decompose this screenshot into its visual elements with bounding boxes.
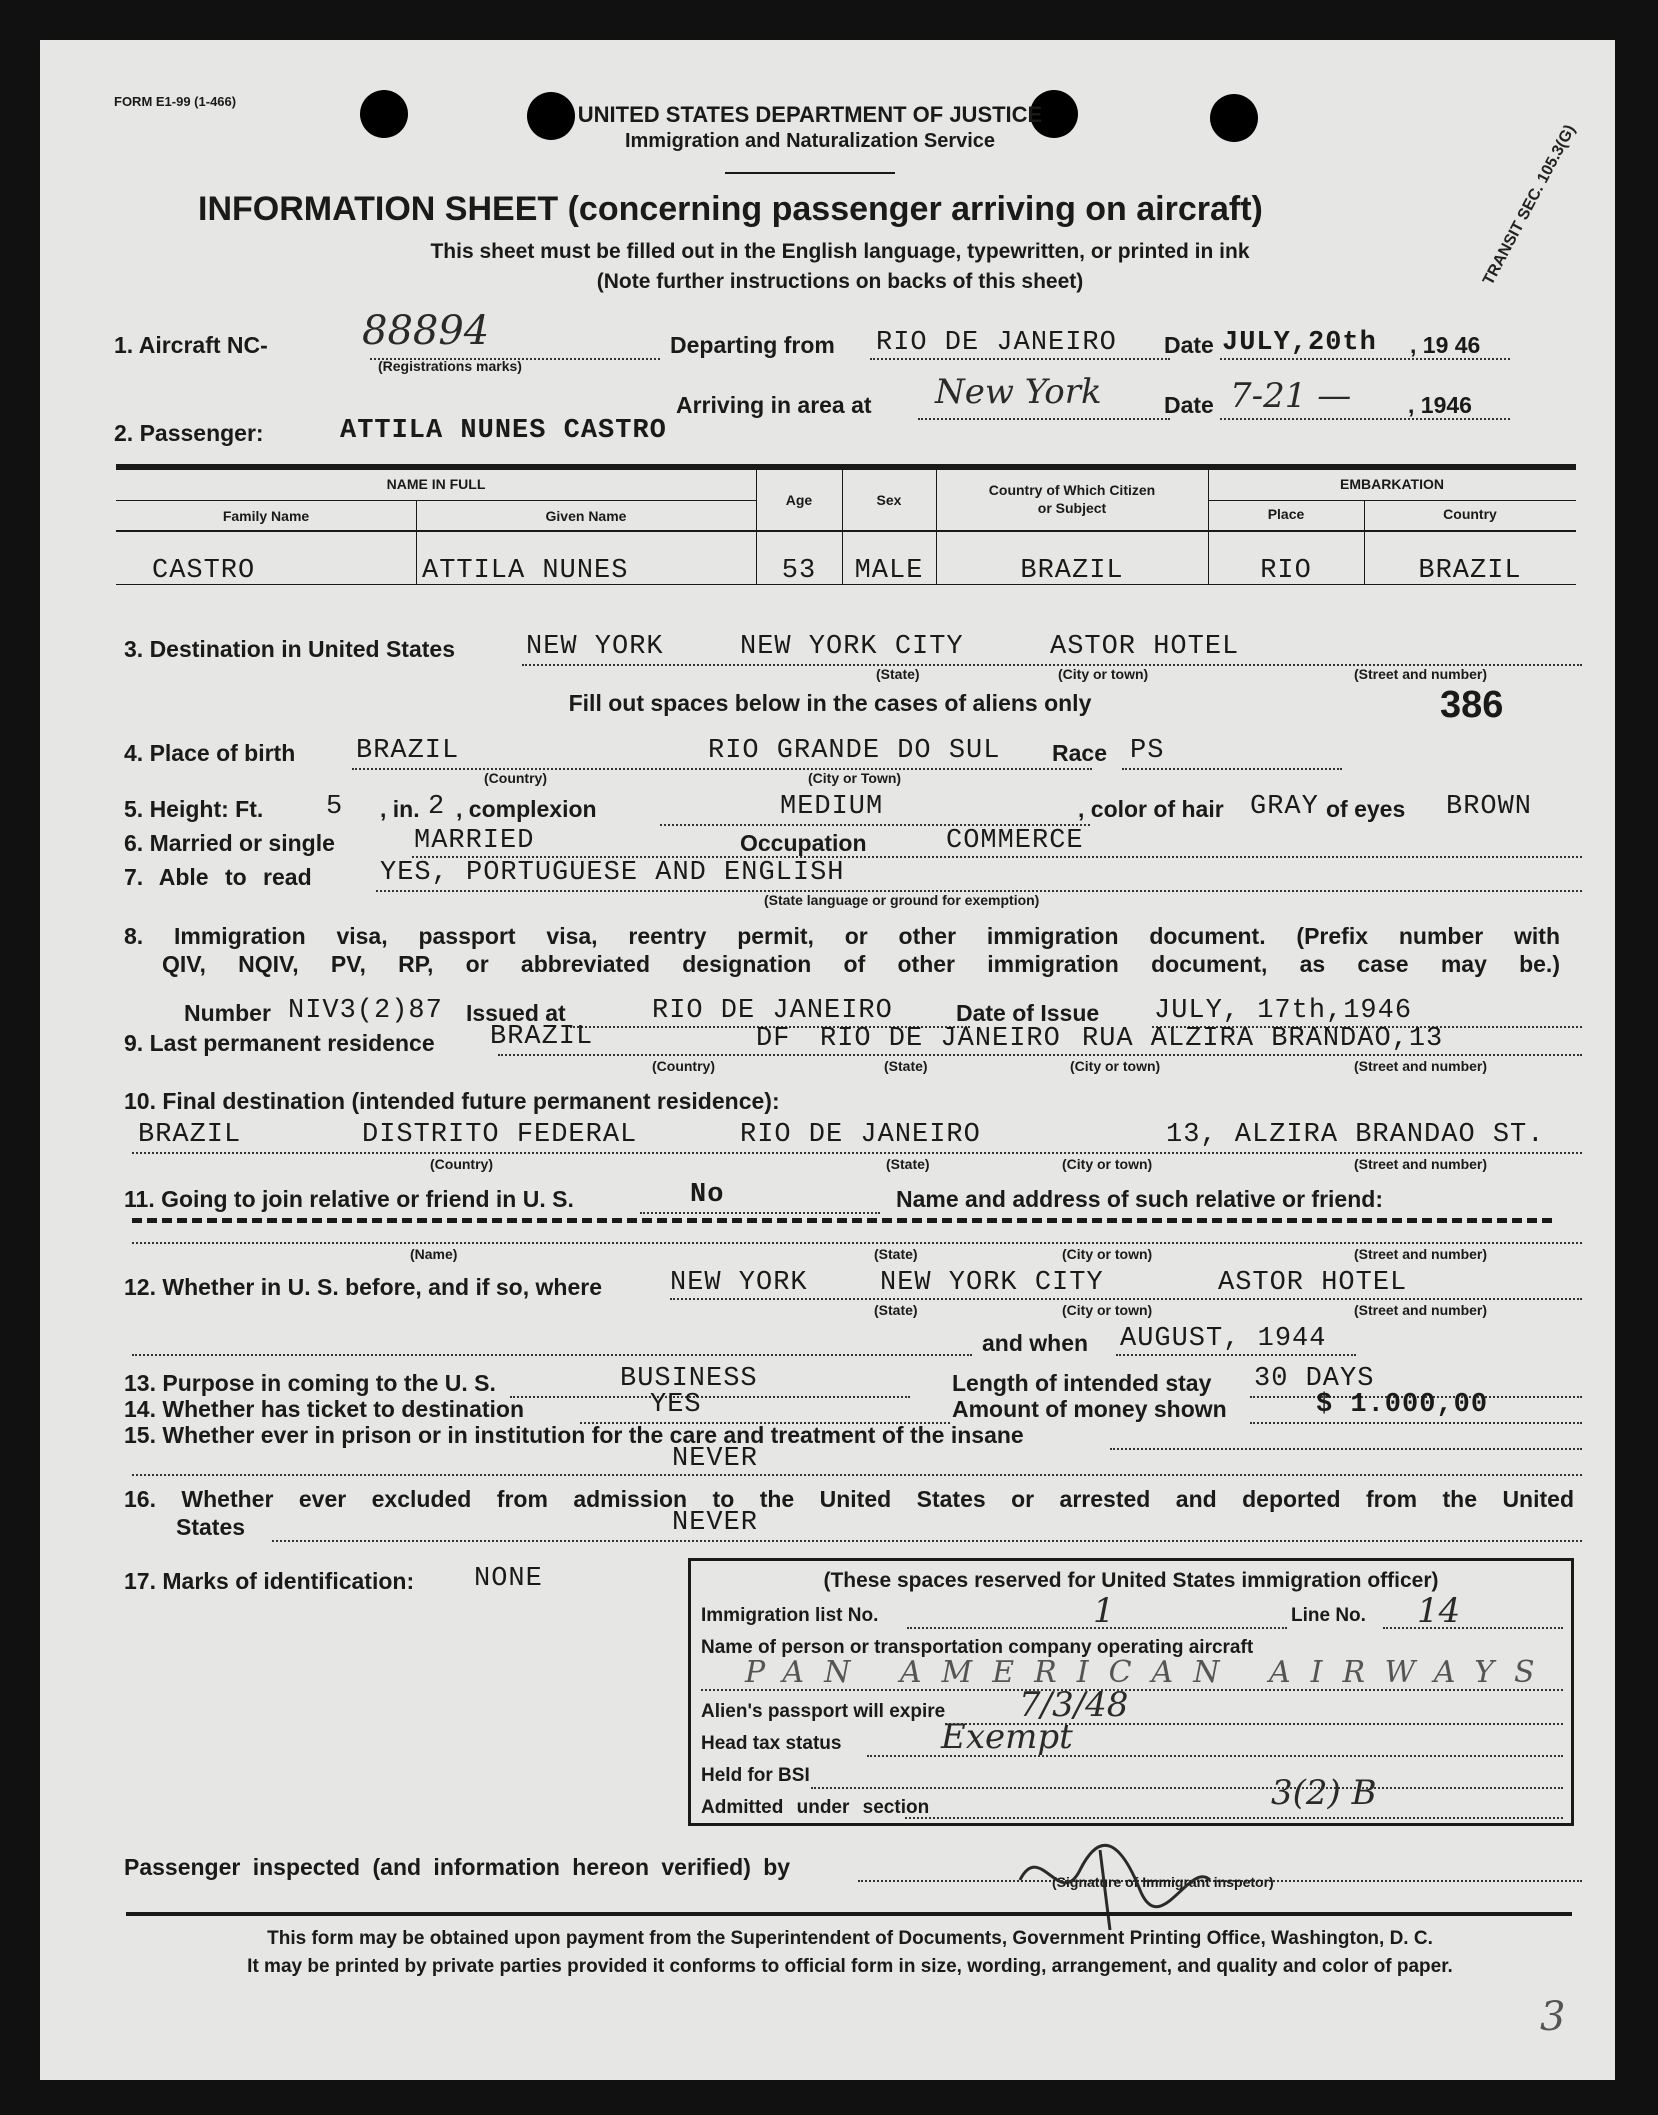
passenger-label: 2. Passenger:: [114, 420, 264, 446]
page-number: 3: [1540, 1994, 1566, 2040]
when-label: and when: [982, 1330, 1089, 1356]
height-label: 5. Height: Ft.: [124, 796, 264, 822]
read-caption: (State language or ground for exemption): [764, 892, 1040, 908]
doc-number-label: Number: [184, 1000, 271, 1026]
header-country-citizen: Country of Which Citizen: [988, 482, 1156, 498]
caption-street-12: (Street and number): [1354, 1302, 1488, 1318]
prison-label: 15. Whether ever in prison or in institution for the care and treatment of the insane: [124, 1422, 1024, 1448]
operator-value: PAN AMERICAN AIRWAYS: [745, 1655, 1555, 1690]
registration-caption: (Registrations marks): [378, 358, 522, 374]
issue-date-label: Date of Issue: [956, 1000, 1100, 1026]
header-name-in-full: NAME IN FULL: [386, 476, 486, 492]
cell-age: 53: [781, 556, 817, 586]
reference-number: 386: [1440, 684, 1504, 726]
residence-state: DF: [756, 1024, 791, 1054]
destination-label: 3. Destination in United States: [124, 636, 455, 662]
departing-date: JULY,20th: [1222, 328, 1377, 358]
footer-line-1: This form may be obtained upon payment from the Superintendent of Documents, Government Printing Office, Washington, D. C.: [267, 1928, 1433, 1949]
header-country: Country: [1443, 506, 1497, 522]
birth-city: RIO GRANDE DO SUL: [708, 736, 1001, 766]
officer-box: [688, 1558, 1574, 1826]
money-label: Amount of money shown: [952, 1396, 1227, 1422]
stay-value: 30 DAYS: [1254, 1364, 1375, 1394]
passport-expire-label: Alien's passport will expire: [701, 1701, 946, 1722]
final-dest-city: RIO DE JANEIRO: [740, 1120, 981, 1150]
date-of-issue: JULY, 17th,1946: [1154, 996, 1413, 1026]
caption-state-11: (State): [874, 1246, 918, 1262]
arriving-label: Arriving in area at: [676, 392, 872, 418]
purpose-value: BUSINESS: [620, 1364, 758, 1394]
arrival-date-label: Date: [1164, 392, 1214, 418]
section-label: Admitted under section: [701, 1797, 930, 1818]
header-given-name: Given Name: [545, 508, 627, 524]
inspected-label: Passenger inspected (and information hereon verified) by: [124, 1854, 791, 1880]
race-label: Race: [1052, 740, 1107, 766]
passenger-name: ATTILA NUNES CASTRO: [340, 416, 667, 446]
excluded-label: 16. Whether ever excluded from admission to the United States or arrested and deported from the United: [124, 1486, 1574, 1512]
header-sex: Sex: [876, 492, 902, 508]
relative-label: 11. Going to join relative or friend in U. S.: [124, 1186, 574, 1212]
immigration-doc-text-2: QIV, NQIV, PV, RP, or abbreviated designation of other immigration document, as case may be.): [162, 951, 1560, 977]
list-number: 1: [1093, 1591, 1115, 1631]
departing-year: , 19 46: [1410, 332, 1481, 358]
eyes-label: of eyes: [1326, 796, 1406, 822]
dashed-line: [132, 1218, 1552, 1223]
departing-from: RIO DE JANEIRO: [876, 328, 1117, 358]
officer-box-title: (These spaces reserved for United States immigration officer): [823, 1569, 1439, 1592]
transit-stamp: TRANSIT SEC. 105.3(G): [1480, 122, 1579, 288]
ticket-value: YES: [650, 1390, 702, 1420]
us-before-city: NEW YORK CITY: [880, 1268, 1104, 1298]
caption-city-11: (City or town): [1062, 1246, 1153, 1262]
destination-street: ASTOR HOTEL: [1050, 632, 1240, 662]
aircraft-label: 1. Aircraft NC-: [114, 332, 268, 358]
relative-value: No: [690, 1180, 725, 1210]
instruction-1: This sheet must be filled out in the English language, typewritten, or printed in ink: [430, 240, 1250, 263]
instruction-2: (Note further instructions on backs of this sheet): [596, 270, 1084, 293]
when-value: AUGUST, 1944: [1120, 1324, 1327, 1354]
final-dest-street: 13, ALZIRA BRANDAO ST.: [1166, 1120, 1545, 1150]
residence-country: BRAZIL: [490, 1022, 594, 1052]
stay-label: Length of intended stay: [952, 1370, 1212, 1396]
punch-hole: [360, 90, 408, 138]
caption-city-town: (City or Town): [808, 770, 902, 786]
caption-city-9: (City or town): [1070, 1058, 1161, 1074]
read-value: YES, PORTUGUESE AND ENGLISH: [380, 858, 845, 888]
passport-expire: 7/3/48: [1019, 1685, 1129, 1725]
birth-country: BRAZIL: [356, 736, 460, 766]
race-value: PS: [1130, 736, 1165, 766]
us-before-street: ASTOR HOTEL: [1218, 1268, 1408, 1298]
header-country-citizen-2: or Subject: [1037, 500, 1107, 516]
prison-value: NEVER: [672, 1444, 759, 1474]
caption-street-9: (Street and number): [1354, 1058, 1488, 1074]
height-feet: 5: [326, 792, 344, 822]
header-embarkation: EMBARKATION: [1340, 476, 1444, 492]
header-place: Place: [1267, 506, 1305, 522]
punch-hole: [1210, 94, 1258, 142]
cell-sex: MALE: [854, 556, 924, 586]
aircraft-registration: 88894: [362, 308, 490, 354]
occupation-value: COMMERCE: [946, 826, 1084, 856]
header-age: Age: [785, 492, 813, 508]
hair-value: GRAY: [1250, 792, 1319, 822]
aliens-note: Fill out spaces below in the cases of aliens only: [568, 690, 1092, 716]
complexion-label: , complexion: [456, 796, 597, 822]
service: Immigration and Naturalization Service: [624, 130, 996, 152]
issued-at-label: Issued at: [466, 1000, 566, 1026]
relative-name-label: Name and address of such relative or friend:: [896, 1186, 1383, 1212]
footer-line-2: It may be printed by private parties provided it conforms to official form in size, wording, arrangement, and quality and color of paper.: [247, 1956, 1453, 1977]
caption-state-10: (State): [886, 1156, 930, 1172]
marks-label: 17. Marks of identification:: [124, 1568, 415, 1594]
cell-embark-place: RIO: [1260, 556, 1312, 586]
caption-city-12: (City or town): [1062, 1302, 1153, 1318]
arriving-area: New York: [935, 372, 1102, 412]
height-inches: 2: [428, 792, 446, 822]
occupation-label: Occupation: [740, 830, 867, 856]
issued-at: RIO DE JANEIRO: [652, 996, 893, 1026]
birthplace-label: 4. Place of birth: [124, 740, 296, 766]
caption-street-11: (Street and number): [1354, 1246, 1488, 1262]
head-tax: Exempt: [941, 1717, 1073, 1757]
form-title: INFORMATION SHEET (concerning passenger arriving on aircraft): [198, 190, 1263, 228]
immigration-doc-text-1: 8. Immigration visa, passport visa, reentry permit, or other immigration document. (Prefix number with: [124, 923, 1560, 949]
marital-label: 6. Married or single: [124, 830, 335, 856]
inches-label: , in.: [380, 796, 420, 822]
excluded-value: NEVER: [672, 1508, 759, 1538]
marital-value: MARRIED: [414, 826, 535, 856]
cell-given-name: ATTILA NUNES: [422, 556, 629, 586]
excluded-label-2: States: [176, 1514, 246, 1540]
doc-number: NIV3(2)87: [288, 996, 443, 1026]
caption-country-9: (Country): [652, 1058, 715, 1074]
read-label: 7. Able to read: [124, 864, 312, 890]
caption-street: (Street and number): [1354, 666, 1488, 682]
head-tax-label: Head tax status: [701, 1733, 842, 1754]
final-dest-state: DISTRITO FEDERAL: [362, 1120, 638, 1150]
header-family-name: Family Name: [222, 508, 310, 524]
purpose-label: 13. Purpose in coming to the U. S.: [124, 1370, 496, 1396]
caption-name-11: (Name): [410, 1246, 458, 1262]
us-before-label: 12. Whether in U. S. before, and if so, where: [124, 1274, 602, 1300]
arriving-year: , 1946: [1408, 392, 1472, 418]
cell-embark-country: BRAZIL: [1418, 556, 1522, 586]
line-number-label: Line No.: [1291, 1605, 1366, 1626]
destination-city: NEW YORK CITY: [740, 632, 964, 662]
destination-state: NEW YORK: [526, 632, 664, 662]
cell-citizen-of: BRAZIL: [1020, 556, 1124, 586]
operator-label: Name of person or transportation company operating aircraft: [701, 1637, 1254, 1658]
residence-city: RIO DE JANEIRO: [820, 1024, 1061, 1054]
agency: UNITED STATES DEPARTMENT OF JUSTICE: [577, 102, 1043, 127]
final-dest-label: 10. Final destination (intended future permanent residence):: [124, 1088, 780, 1114]
caption-country-10: (Country): [430, 1156, 493, 1172]
caption-state-12: (State): [874, 1302, 918, 1318]
caption-state: (State): [876, 666, 920, 682]
hair-label: , color of hair: [1078, 796, 1224, 822]
marks-value: NONE: [474, 1564, 543, 1594]
us-before-state: NEW YORK: [670, 1268, 808, 1298]
arriving-date: 7-21 —: [1230, 376, 1352, 416]
departing-label: Departing from: [670, 332, 835, 358]
signature-mark: [1000, 1820, 1260, 1940]
residence-street: RUA ALZIRA BRANDAO,13: [1082, 1024, 1444, 1054]
form-number: FORM E1-99 (1-466): [114, 94, 237, 109]
money-value: $ 1.000,00: [1316, 1390, 1489, 1420]
caption-country: (Country): [484, 770, 547, 786]
caption-state-9: (State): [884, 1058, 928, 1074]
residence-label: 9. Last permanent residence: [124, 1030, 435, 1056]
complexion-value: MEDIUM: [780, 792, 884, 822]
signature-caption: (Signature of Immigrant inspetor): [1052, 1874, 1274, 1890]
list-number-label: Immigration list No.: [701, 1605, 879, 1626]
caption-city-10: (City or town): [1062, 1156, 1153, 1172]
eyes-value: BROWN: [1446, 792, 1533, 822]
ticket-label: 14. Whether has ticket to destination: [124, 1396, 525, 1422]
cell-family-name: CASTRO: [152, 556, 256, 586]
caption-city: (City or town): [1058, 666, 1149, 682]
document-page: [40, 40, 1615, 2080]
bsi-label: Held for BSI: [701, 1765, 810, 1786]
line-number: 14: [1417, 1591, 1461, 1631]
section-value: 3(2) B: [1271, 1773, 1377, 1813]
caption-street-10: (Street and number): [1354, 1156, 1488, 1172]
final-dest-country: BRAZIL: [138, 1120, 242, 1150]
date-label: Date: [1164, 332, 1214, 358]
